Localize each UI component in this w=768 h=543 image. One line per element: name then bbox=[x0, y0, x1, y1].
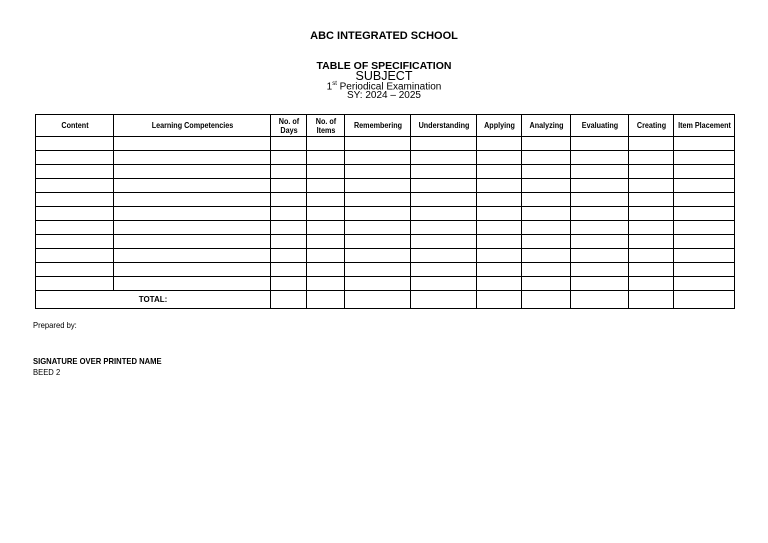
table-cell-content[interactable] bbox=[36, 263, 114, 277]
table-cell-analyzing[interactable] bbox=[522, 165, 571, 179]
table-row bbox=[36, 249, 735, 263]
prepared-by-label: Prepared by: bbox=[33, 320, 77, 330]
table-row bbox=[36, 179, 735, 193]
table-cell-evaluating[interactable] bbox=[571, 165, 629, 179]
table-cell-placement[interactable] bbox=[674, 207, 735, 221]
table-cell-applying[interactable] bbox=[477, 263, 522, 277]
table-cell-understanding[interactable] bbox=[411, 235, 477, 249]
total-row bbox=[36, 291, 735, 309]
table-cell-creating[interactable] bbox=[629, 277, 674, 291]
school-name: ABC INTEGRATED SCHOOL bbox=[310, 30, 458, 42]
school-year: SY: 2024 – 2025 bbox=[347, 90, 421, 102]
table-cell-evaluating[interactable] bbox=[571, 221, 629, 235]
column-header-applying: Applying bbox=[479, 115, 520, 137]
table-cell-creating[interactable] bbox=[629, 249, 674, 263]
table-cell-content[interactable] bbox=[36, 207, 114, 221]
table-cell-placement[interactable] bbox=[674, 221, 735, 235]
table-cell-items[interactable] bbox=[307, 263, 345, 277]
table-cell-understanding[interactable] bbox=[411, 137, 477, 151]
table-cell-items[interactable] bbox=[307, 235, 345, 249]
table-cell-evaluating[interactable] bbox=[571, 207, 629, 221]
table-cell-days[interactable] bbox=[271, 207, 307, 221]
table-cell-creating[interactable] bbox=[629, 235, 674, 249]
table-cell-understanding[interactable] bbox=[411, 221, 477, 235]
table-cell-applying[interactable] bbox=[477, 277, 522, 291]
table-cell-analyzing[interactable] bbox=[522, 179, 571, 193]
table-cell-applying[interactable] bbox=[477, 221, 522, 235]
table-cell-days[interactable] bbox=[271, 263, 307, 277]
table-cell-analyzing[interactable] bbox=[522, 249, 571, 263]
table-cell-remembering[interactable] bbox=[345, 151, 411, 165]
table-cell-remembering[interactable] bbox=[345, 277, 411, 291]
table-cell-content[interactable] bbox=[36, 277, 114, 291]
total-cell-evaluating[interactable] bbox=[571, 291, 629, 309]
table-cell-understanding[interactable] bbox=[411, 277, 477, 291]
column-header-understanding: Understanding bbox=[414, 115, 473, 137]
table-cell-analyzing[interactable] bbox=[522, 263, 571, 277]
table-cell-understanding[interactable] bbox=[411, 263, 477, 277]
table-cell-applying[interactable] bbox=[477, 179, 522, 193]
column-header-days: No. of Days bbox=[272, 115, 304, 137]
total-cell-analyzing[interactable] bbox=[522, 291, 571, 309]
table-cell-remembering[interactable] bbox=[345, 221, 411, 235]
table-cell-items[interactable] bbox=[307, 165, 345, 179]
table-cell-competencies[interactable] bbox=[114, 235, 271, 249]
table-cell-placement[interactable] bbox=[674, 151, 735, 165]
table-cell-applying[interactable] bbox=[477, 165, 522, 179]
table-row bbox=[36, 277, 735, 291]
table-row bbox=[36, 165, 735, 179]
table-row bbox=[36, 263, 735, 277]
table-cell-applying[interactable] bbox=[477, 193, 522, 207]
exam-ordinal: 1 bbox=[326, 81, 333, 93]
table-cell-content[interactable] bbox=[36, 235, 114, 249]
table-cell-items[interactable] bbox=[307, 179, 345, 193]
table-cell-placement[interactable] bbox=[674, 179, 735, 193]
table-cell-placement[interactable] bbox=[674, 277, 735, 291]
table-cell-remembering[interactable] bbox=[345, 137, 411, 151]
column-header-creating: Creating bbox=[631, 115, 672, 137]
table-cell-items[interactable] bbox=[307, 221, 345, 235]
table-cell-creating[interactable] bbox=[629, 165, 674, 179]
table-cell-applying[interactable] bbox=[477, 151, 522, 165]
table-cell-items[interactable] bbox=[307, 137, 345, 151]
table-cell-content[interactable] bbox=[36, 221, 114, 235]
table-row bbox=[36, 221, 735, 235]
table-cell-evaluating[interactable] bbox=[571, 249, 629, 263]
table-cell-understanding[interactable] bbox=[411, 165, 477, 179]
table-cell-understanding[interactable] bbox=[411, 249, 477, 263]
table-cell-evaluating[interactable] bbox=[571, 179, 629, 193]
table-cell-items[interactable] bbox=[307, 207, 345, 221]
table-cell-creating[interactable] bbox=[629, 151, 674, 165]
table-cell-evaluating[interactable] bbox=[571, 277, 629, 291]
total-cell-remembering[interactable] bbox=[345, 291, 411, 309]
exam-name: Periodical Examination bbox=[339, 81, 442, 93]
table-cell-creating[interactable] bbox=[629, 263, 674, 277]
table-cell-placement[interactable] bbox=[674, 235, 735, 249]
table-cell-applying[interactable] bbox=[477, 235, 522, 249]
table-cell-days[interactable] bbox=[271, 151, 307, 165]
table-row bbox=[36, 207, 735, 221]
table-cell-competencies[interactable] bbox=[114, 221, 271, 235]
table-cell-content[interactable] bbox=[36, 249, 114, 263]
table-cell-days[interactable] bbox=[271, 179, 307, 193]
table-cell-days[interactable] bbox=[271, 277, 307, 291]
table-cell-understanding[interactable] bbox=[411, 151, 477, 165]
column-header-content: Content bbox=[39, 115, 109, 137]
table-cell-items[interactable] bbox=[307, 151, 345, 165]
table-row bbox=[36, 235, 735, 249]
table-cell-competencies[interactable] bbox=[114, 165, 271, 179]
table-cell-analyzing[interactable] bbox=[522, 235, 571, 249]
table-cell-understanding[interactable] bbox=[411, 179, 477, 193]
table-cell-competencies[interactable] bbox=[114, 207, 271, 221]
table-cell-remembering[interactable] bbox=[345, 249, 411, 263]
table-cell-understanding[interactable] bbox=[411, 207, 477, 221]
table-cell-placement[interactable] bbox=[674, 263, 735, 277]
total-cell-days[interactable] bbox=[271, 291, 307, 309]
table-cell-remembering[interactable] bbox=[345, 207, 411, 221]
table-cell-remembering[interactable] bbox=[345, 179, 411, 193]
column-header-remembering: Remembering bbox=[348, 115, 407, 137]
table-cell-evaluating[interactable] bbox=[571, 151, 629, 165]
table-cell-evaluating[interactable] bbox=[571, 263, 629, 277]
total-label: TOTAL: bbox=[36, 291, 271, 309]
table-cell-evaluating[interactable] bbox=[571, 193, 629, 207]
column-header-evaluating: Evaluating bbox=[573, 115, 625, 137]
table-body bbox=[36, 137, 735, 309]
table-cell-evaluating[interactable] bbox=[571, 235, 629, 249]
table-cell-applying[interactable] bbox=[477, 249, 522, 263]
column-header-competencies: Learning Competencies bbox=[121, 115, 262, 137]
table-cell-analyzing[interactable] bbox=[522, 207, 571, 221]
table-cell-applying[interactable] bbox=[477, 207, 522, 221]
table-cell-competencies[interactable] bbox=[114, 263, 271, 277]
table-cell-analyzing[interactable] bbox=[522, 151, 571, 165]
table-cell-creating[interactable] bbox=[629, 179, 674, 193]
column-header-items: No. of Items bbox=[308, 115, 342, 137]
table-cell-content[interactable] bbox=[36, 151, 114, 165]
table-cell-analyzing[interactable] bbox=[522, 277, 571, 291]
table-cell-creating[interactable] bbox=[629, 193, 674, 207]
total-cell-applying[interactable] bbox=[477, 291, 522, 309]
table-cell-analyzing[interactable] bbox=[522, 193, 571, 207]
table-cell-analyzing[interactable] bbox=[522, 137, 571, 151]
table-cell-competencies[interactable] bbox=[114, 151, 271, 165]
table-cell-creating[interactable] bbox=[629, 137, 674, 151]
table-cell-remembering[interactable] bbox=[345, 235, 411, 249]
column-header-placement: Item Placement bbox=[677, 115, 732, 137]
table-cell-applying[interactable] bbox=[477, 137, 522, 151]
total-cell-items[interactable] bbox=[307, 291, 345, 309]
table-cell-days[interactable] bbox=[271, 165, 307, 179]
table-cell-content[interactable] bbox=[36, 179, 114, 193]
table-row bbox=[36, 137, 735, 151]
table-cell-creating[interactable] bbox=[629, 207, 674, 221]
table-cell-analyzing[interactable] bbox=[522, 221, 571, 235]
document-heading bbox=[0, 61, 768, 101]
exam-ordinal-suffix: st bbox=[332, 81, 337, 87]
table-cell-days[interactable] bbox=[271, 221, 307, 235]
table-cell-remembering[interactable] bbox=[345, 193, 411, 207]
subject-label: SUBJECT bbox=[355, 68, 413, 83]
table-cell-evaluating[interactable] bbox=[571, 137, 629, 151]
table-cell-creating[interactable] bbox=[629, 221, 674, 235]
table-row bbox=[36, 151, 735, 165]
column-header-analyzing: Analyzing bbox=[524, 115, 568, 137]
table-cell-days[interactable] bbox=[271, 235, 307, 249]
table-cell-placement[interactable] bbox=[674, 249, 735, 263]
table-cell-competencies[interactable] bbox=[114, 277, 271, 291]
table-cell-competencies[interactable] bbox=[114, 249, 271, 263]
specification-table bbox=[35, 114, 735, 309]
total-cell-placement[interactable] bbox=[674, 291, 735, 309]
table-cell-days[interactable] bbox=[271, 137, 307, 151]
table-cell-placement[interactable] bbox=[674, 165, 735, 179]
total-cell-creating[interactable] bbox=[629, 291, 674, 309]
table-header-row bbox=[36, 115, 735, 137]
total-cell-understanding[interactable] bbox=[411, 291, 477, 309]
table-cell-placement[interactable] bbox=[674, 193, 735, 207]
table-cell-remembering[interactable] bbox=[345, 263, 411, 277]
table-cell-items[interactable] bbox=[307, 249, 345, 263]
table-cell-items[interactable] bbox=[307, 193, 345, 207]
table-cell-competencies[interactable] bbox=[114, 193, 271, 207]
section-label: BEED 2 bbox=[33, 367, 61, 377]
table-cell-content[interactable] bbox=[36, 165, 114, 179]
table-cell-days[interactable] bbox=[271, 249, 307, 263]
signature-label: SIGNATURE OVER PRINTED NAME bbox=[33, 356, 162, 366]
table-cell-content[interactable] bbox=[36, 137, 114, 151]
table-row bbox=[36, 193, 735, 207]
document-title: TABLE OF SPECIFICATION bbox=[316, 60, 452, 72]
table-cell-content[interactable] bbox=[36, 193, 114, 207]
table-cell-understanding[interactable] bbox=[411, 193, 477, 207]
table-cell-days[interactable] bbox=[271, 193, 307, 207]
table-cell-items[interactable] bbox=[307, 277, 345, 291]
table-cell-competencies[interactable] bbox=[114, 137, 271, 151]
table-cell-placement[interactable] bbox=[674, 137, 735, 151]
table-cell-competencies[interactable] bbox=[114, 179, 271, 193]
table-cell-remembering[interactable] bbox=[345, 165, 411, 179]
